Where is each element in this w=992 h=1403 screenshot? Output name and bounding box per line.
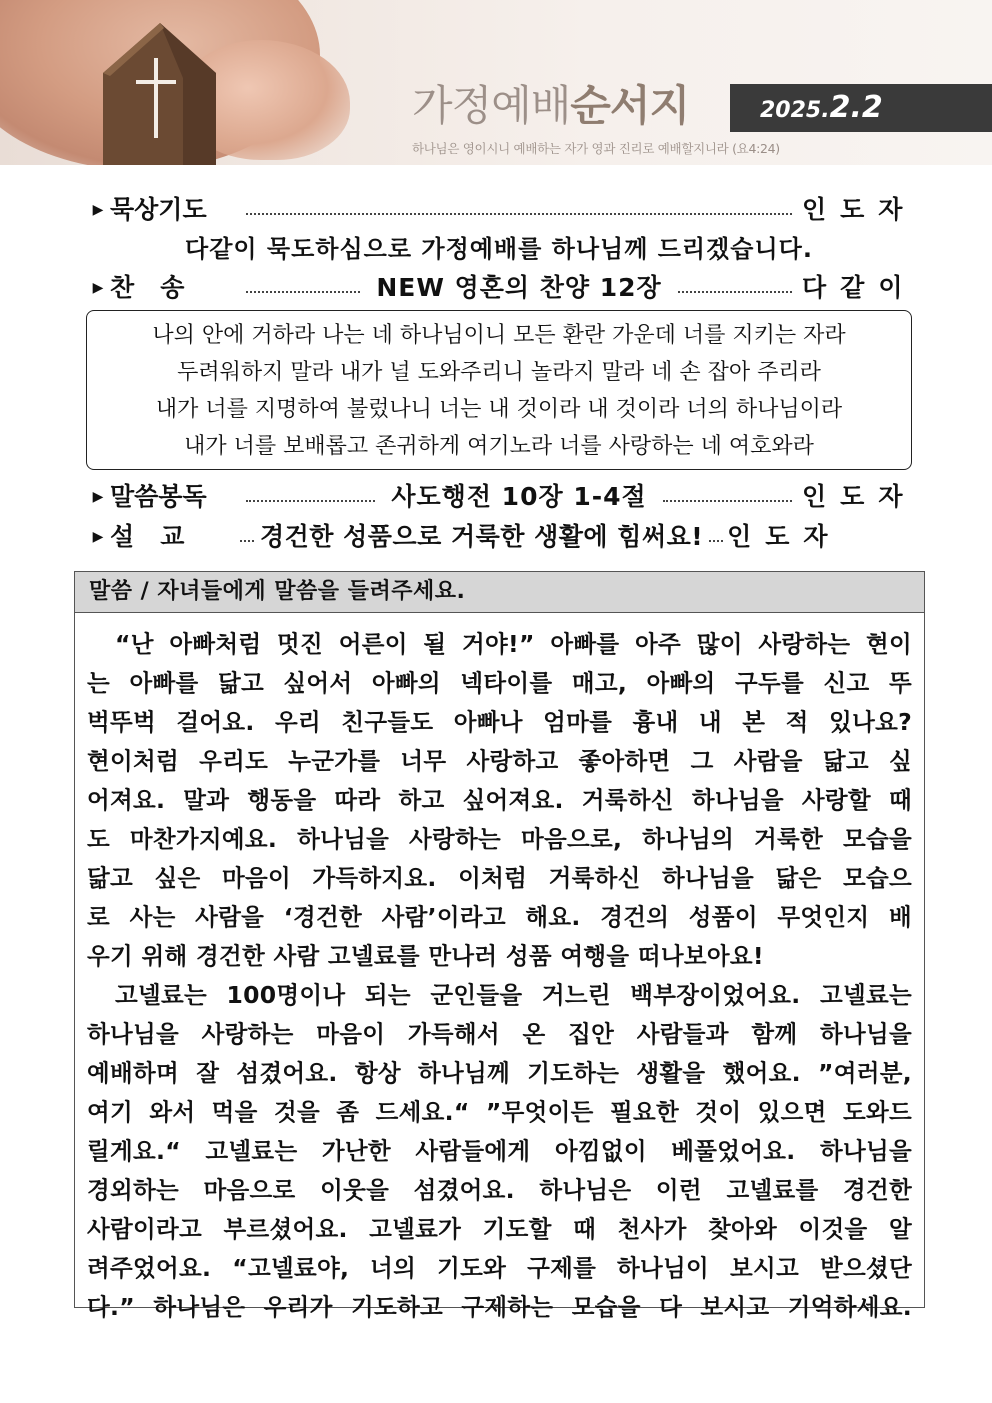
sermon-line: 예배하며 잘 섬겼어요. 항상 하나님께 기도하는 생활을 했어요. ”여러분, <box>87 1059 912 1087</box>
order-row-reading <box>86 477 917 517</box>
intro-text: 다같이 묵도하심으로 가정예배를 하나님께 드리겠습니다. <box>185 235 813 263</box>
date-badge <box>730 84 992 132</box>
sermon-heading: 말씀 / 자녀들에게 말씀을 들려주세요. <box>75 572 924 613</box>
sermon-line: 는 아빠를 닮고 싶어서 아빠의 넥타이를 매고, 아빠의 구두를 신고 뚜 <box>87 669 912 697</box>
dot-leader <box>246 213 792 215</box>
sermon-line: 벅뚜벅 걸어요. 우리 친구들도 아빠나 엄마를 흉내 내 본 적 있나요? <box>87 708 912 736</box>
sermon-leader: 인도자 <box>727 522 842 551</box>
sermon-line: 다.” 하나님은 우리가 기도하고 구제하는 모습을 다 보시고 기억하세요. <box>87 1293 912 1321</box>
sermon-line: 도 마찬가지예요. 하나님을 사랑하는 마음으로, 하나님의 거룩한 모습을 <box>87 825 912 853</box>
header-verse: 하나님은 영이시니 예배하는 자가 영과 진리로 예배할지니라 (요4:24) <box>412 141 780 156</box>
hymn-label: 찬 송 <box>110 273 185 302</box>
sermon-line: 고넬료는 100명이나 되는 군인들을 거느린 백부장이었어요. 고넬료는 <box>115 981 912 1009</box>
sermon-body <box>75 613 924 1327</box>
hymn-lyrics-box <box>86 310 912 470</box>
order-row-hymn <box>86 268 917 308</box>
sermon-line: 여기 와서 먹을 것을 좀 드세요.“ ”무엇이든 필요한 것이 있으면 도와드 <box>87 1098 912 1126</box>
date-year: 2025. <box>760 98 830 123</box>
title-bold: 순서지 <box>570 81 690 130</box>
sermon-line: 릴게요.“ 고넬료는 가난한 사람들에게 아낌없이 베풀었어요. 하나님을 <box>87 1137 912 1165</box>
reading-label: 말씀봉독 <box>110 482 207 511</box>
lyric-line: 내가 너를 보배롭고 존귀하게 여기노라 너를 사랑하는 네 여호와라 <box>184 434 814 459</box>
dot-leader <box>246 291 360 293</box>
reading-passage: 사도행전 10장 1-4절 <box>391 482 647 511</box>
sermon-label: 설 교 <box>110 522 185 551</box>
triangle-bullet-icon: ▶ <box>92 202 104 218</box>
triangle-bullet-icon: ▶ <box>92 489 104 505</box>
lyric-line: 나의 안에 거하라 나는 네 하나님이니 모든 환란 가운데 너를 지키는 자라 <box>152 323 846 348</box>
triangle-bullet-icon: ▶ <box>92 280 104 296</box>
page-title <box>412 78 689 138</box>
dot-leader <box>240 540 254 542</box>
sermon-line: 로 사는 사람을 ‘경건한 사람’이라고 해요. 경건의 성품이 무엇인지 배 <box>87 903 912 931</box>
order-row-sermon <box>86 517 912 557</box>
dot-leader <box>663 500 792 502</box>
triangle-bullet-icon: ▶ <box>92 529 104 545</box>
dot-leader <box>709 540 723 542</box>
sermon-line: 어져요. 말과 행동을 따라 하고 싶어져요. 거룩하신 하나님을 사랑할 때 <box>87 786 912 814</box>
order-row-prayer <box>86 190 917 230</box>
prayer-leader: 인도자 <box>802 195 917 224</box>
sermon-line: 닮고 싶은 마음이 가득하지요. 이처럼 거룩하신 하나님을 닮은 모습으 <box>87 864 912 892</box>
sermon-line: 사람이라고 부르셨어요. 고넬료가 기도할 때 천사가 찾아와 이것을 알 <box>87 1215 912 1243</box>
date-day: 2.2 <box>829 90 883 125</box>
dot-leader <box>678 291 792 293</box>
sermon-title: 경건한 성품으로 거룩한 생활에 힘써요! <box>260 522 704 551</box>
wooden-house-cross-icon <box>98 18 218 165</box>
reading-leader: 인도자 <box>802 482 917 511</box>
sermon-line: 경외하는 마음으로 이웃을 섬겼어요. 하나님은 이런 고넬료를 경건한 <box>87 1176 912 1204</box>
dot-leader <box>246 500 375 502</box>
lyric-line: 두려워하지 말라 내가 널 도와주리니 놀라지 말라 네 손 잡아 주리라 <box>177 360 821 385</box>
lyric-line: 내가 너를 지명하여 불렀나니 너는 내 것이라 내 것이라 너의 하나님이라 <box>155 397 843 422</box>
worship-order <box>86 190 917 308</box>
sermon-line: 려주었어요. “고넬료야, 너의 기도와 구제를 하나님이 보시고 받으셨단 <box>87 1254 912 1282</box>
sermon-line: “난 아빠처럼 멋진 어른이 될 거야!” 아빠를 아주 많이 사랑하는 현이 <box>115 630 912 658</box>
sermon-line: 우기 위해 경건한 사람 고넬료를 만나러 성품 여행을 떠나보아요! <box>87 942 764 970</box>
hymn-title: NEW 영혼의 찬양 12장 <box>376 273 662 302</box>
title-light: 가정예배 <box>412 81 571 130</box>
sermon-line: 현이처럼 우리도 누군가를 너무 사랑하고 좋아하면 그 사람을 닮고 싶 <box>87 747 912 775</box>
header-banner <box>0 0 992 165</box>
prayer-label: 묵상기도 <box>110 195 207 224</box>
worship-order-continued <box>86 477 917 557</box>
sermon-panel <box>74 571 925 1321</box>
sermon-line: 하나님을 사랑하는 마음이 가득해서 온 집안 사람들과 함께 하나님을 <box>87 1020 912 1048</box>
hymn-leader: 다같이 <box>802 273 917 302</box>
